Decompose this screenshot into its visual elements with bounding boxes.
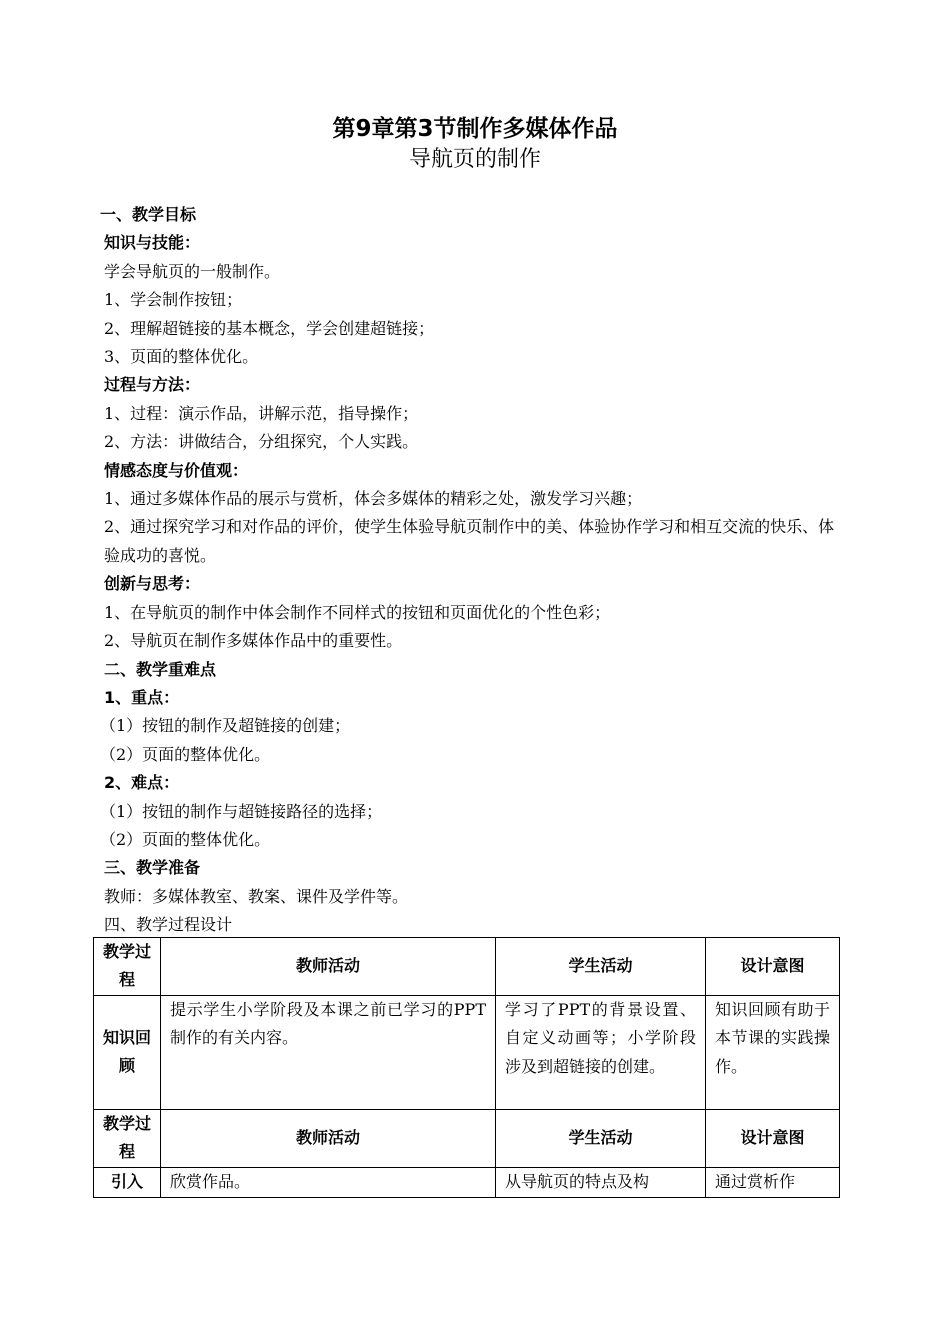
- document-title: 第9章第3节制作多媒体作品: [332, 116, 618, 142]
- header-stage: [94, 938, 161, 996]
- document-body: [100, 201, 850, 940]
- difficulty-line: （1）按钮的制作与超链接路径的选择；: [100, 801, 383, 821]
- table-header-row: [94, 938, 840, 996]
- header-teacher: 教师活动: [161, 1109, 496, 1167]
- teacher-activity-cell: 提示学生小学阶段及本课之前已学习的PPT制作的有关内容。: [161, 995, 496, 1109]
- document-subtitle: 导航页的制作: [408, 147, 541, 172]
- subheading-emotion: 情感态度与价值观：: [104, 460, 249, 480]
- section-heading-prep: 三、教学准备: [104, 858, 201, 878]
- section-heading-goals: 一、教学目标: [100, 205, 197, 224]
- student-activity-cell: 从导航页的特点及构: [496, 1167, 706, 1197]
- header-student: 学生活动: [496, 1109, 706, 1167]
- subheading-focus: 1、重点：: [104, 687, 180, 707]
- header-intent: 设计意图: [706, 1109, 840, 1167]
- subheading-process: 过程与方法：: [104, 375, 201, 395]
- emotion-line: 2、通过探究学习和对作品的评价，使学生体验导航页制作中的美、体验协作学习和相互交流的快乐、体验成功的喜悦。: [104, 517, 835, 565]
- teacher-activity-cell: 欣赏作品。: [161, 1167, 496, 1197]
- knowledge-line: 2、理解超链接的基本概念，学会创建超链接；: [104, 318, 435, 338]
- difficulty-line: （2）页面的整体优化。: [100, 829, 271, 849]
- stage-cell: 知识回顾: [94, 995, 161, 1109]
- process-line: 2、方法：讲做结合，分组探究，个人实践。: [104, 432, 419, 452]
- header-stage: [94, 1109, 161, 1167]
- subheading-knowledge: 知识与技能：: [104, 233, 201, 253]
- header-stage-label: 教学过程: [102, 1113, 151, 1162]
- focus-line: （1）按钮的制作及超链接的创建；: [100, 716, 351, 736]
- header-teacher: 教师活动: [161, 938, 496, 996]
- knowledge-line: 1、学会制作按钮；: [104, 290, 243, 310]
- header-student: 学生活动: [496, 938, 706, 996]
- process-line: 1、过程：演示作品，讲解示范，指导操作；: [104, 403, 419, 423]
- table-row: [94, 1167, 840, 1197]
- header-intent: 设计意图: [706, 938, 840, 996]
- knowledge-line: 3、页面的整体优化。: [104, 347, 259, 367]
- teaching-process-table: [93, 937, 840, 1198]
- intent-cell: 知识回顾有助于本节课的实践操作。: [706, 995, 840, 1109]
- knowledge-line: 学会导航页的一般制作。: [104, 261, 281, 281]
- subheading-innovation: 创新与思考：: [104, 574, 201, 594]
- table-header-row: [94, 1109, 840, 1167]
- student-activity-cell: 学习了PPT的背景设置、自定义动画等；小学阶段涉及到超链接的创建。: [496, 995, 706, 1109]
- prep-line: 教师：多媒体教室、教案、课件及学件等。: [104, 886, 409, 906]
- stage-cell: 引入: [94, 1167, 161, 1197]
- section-heading-keypoints: 二、教学重难点: [104, 659, 217, 679]
- subheading-difficulty: 2、难点：: [104, 773, 180, 793]
- innovation-line: 2、导航页在制作多媒体作品中的重要性。: [104, 631, 403, 651]
- focus-line: （2）页面的整体优化。: [100, 744, 271, 764]
- emotion-line: 1、通过多媒体作品的展示与赏析，体会多媒体的精彩之处，激发学习兴趣；: [104, 489, 643, 509]
- section-heading-design: 四、教学过程设计: [104, 915, 233, 935]
- header-stage-label: 教学过程: [102, 942, 151, 990]
- innovation-line: 1、在导航页的制作中体会制作不同样式的按钮和页面优化的个性色彩；: [104, 602, 611, 622]
- table-row: [94, 995, 840, 1109]
- intent-cell: 通过赏析作: [706, 1167, 840, 1197]
